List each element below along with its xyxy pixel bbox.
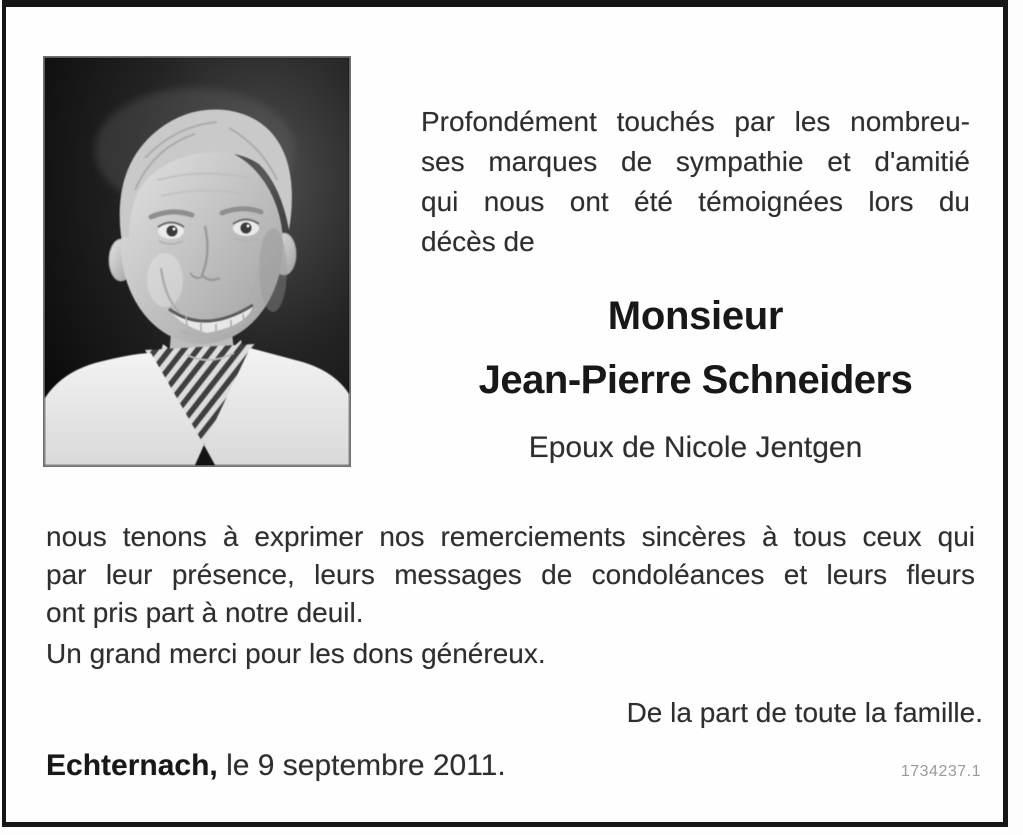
thanks-paragraph (46, 518, 975, 632)
date-text: le 9 septembre 2011. (217, 749, 506, 782)
donation-thanks-line: Un grand merci pour les dons généreux. (46, 638, 546, 669)
intro-line-1: Profondément touchés par les nombreu- (421, 106, 970, 137)
family-signature: De la part de toute la famille. (626, 697, 983, 728)
intro-paragraph (421, 102, 970, 262)
portrait-illustration (45, 58, 349, 465)
thanks-line-2: par leur présence, leurs messages de condoléances et leurs fleurs (46, 559, 975, 590)
intro-line-3: qui nous ont été témoignées lors du (421, 186, 970, 217)
thanks-line-1: nous tenons à exprimer nos remerciements sincères à tous ceux qui (46, 521, 975, 552)
portrait-photo (43, 56, 351, 467)
spouse-line: Epoux de Nicole Jentgen (528, 431, 863, 464)
place-date-line (46, 749, 506, 783)
deceased-name: Jean-Pierre Schneiders (478, 358, 913, 402)
reference-number: 1734237.1 (900, 763, 981, 780)
intro-line-4: décès de (421, 226, 535, 257)
thanks-line-3: ont pris part à notre deuil. (46, 597, 364, 628)
intro-line-2: ses marques de sympathie et d'amitié (421, 146, 970, 177)
place-name: Echternach, (46, 749, 218, 782)
salutation-title: Monsieur (607, 294, 784, 338)
